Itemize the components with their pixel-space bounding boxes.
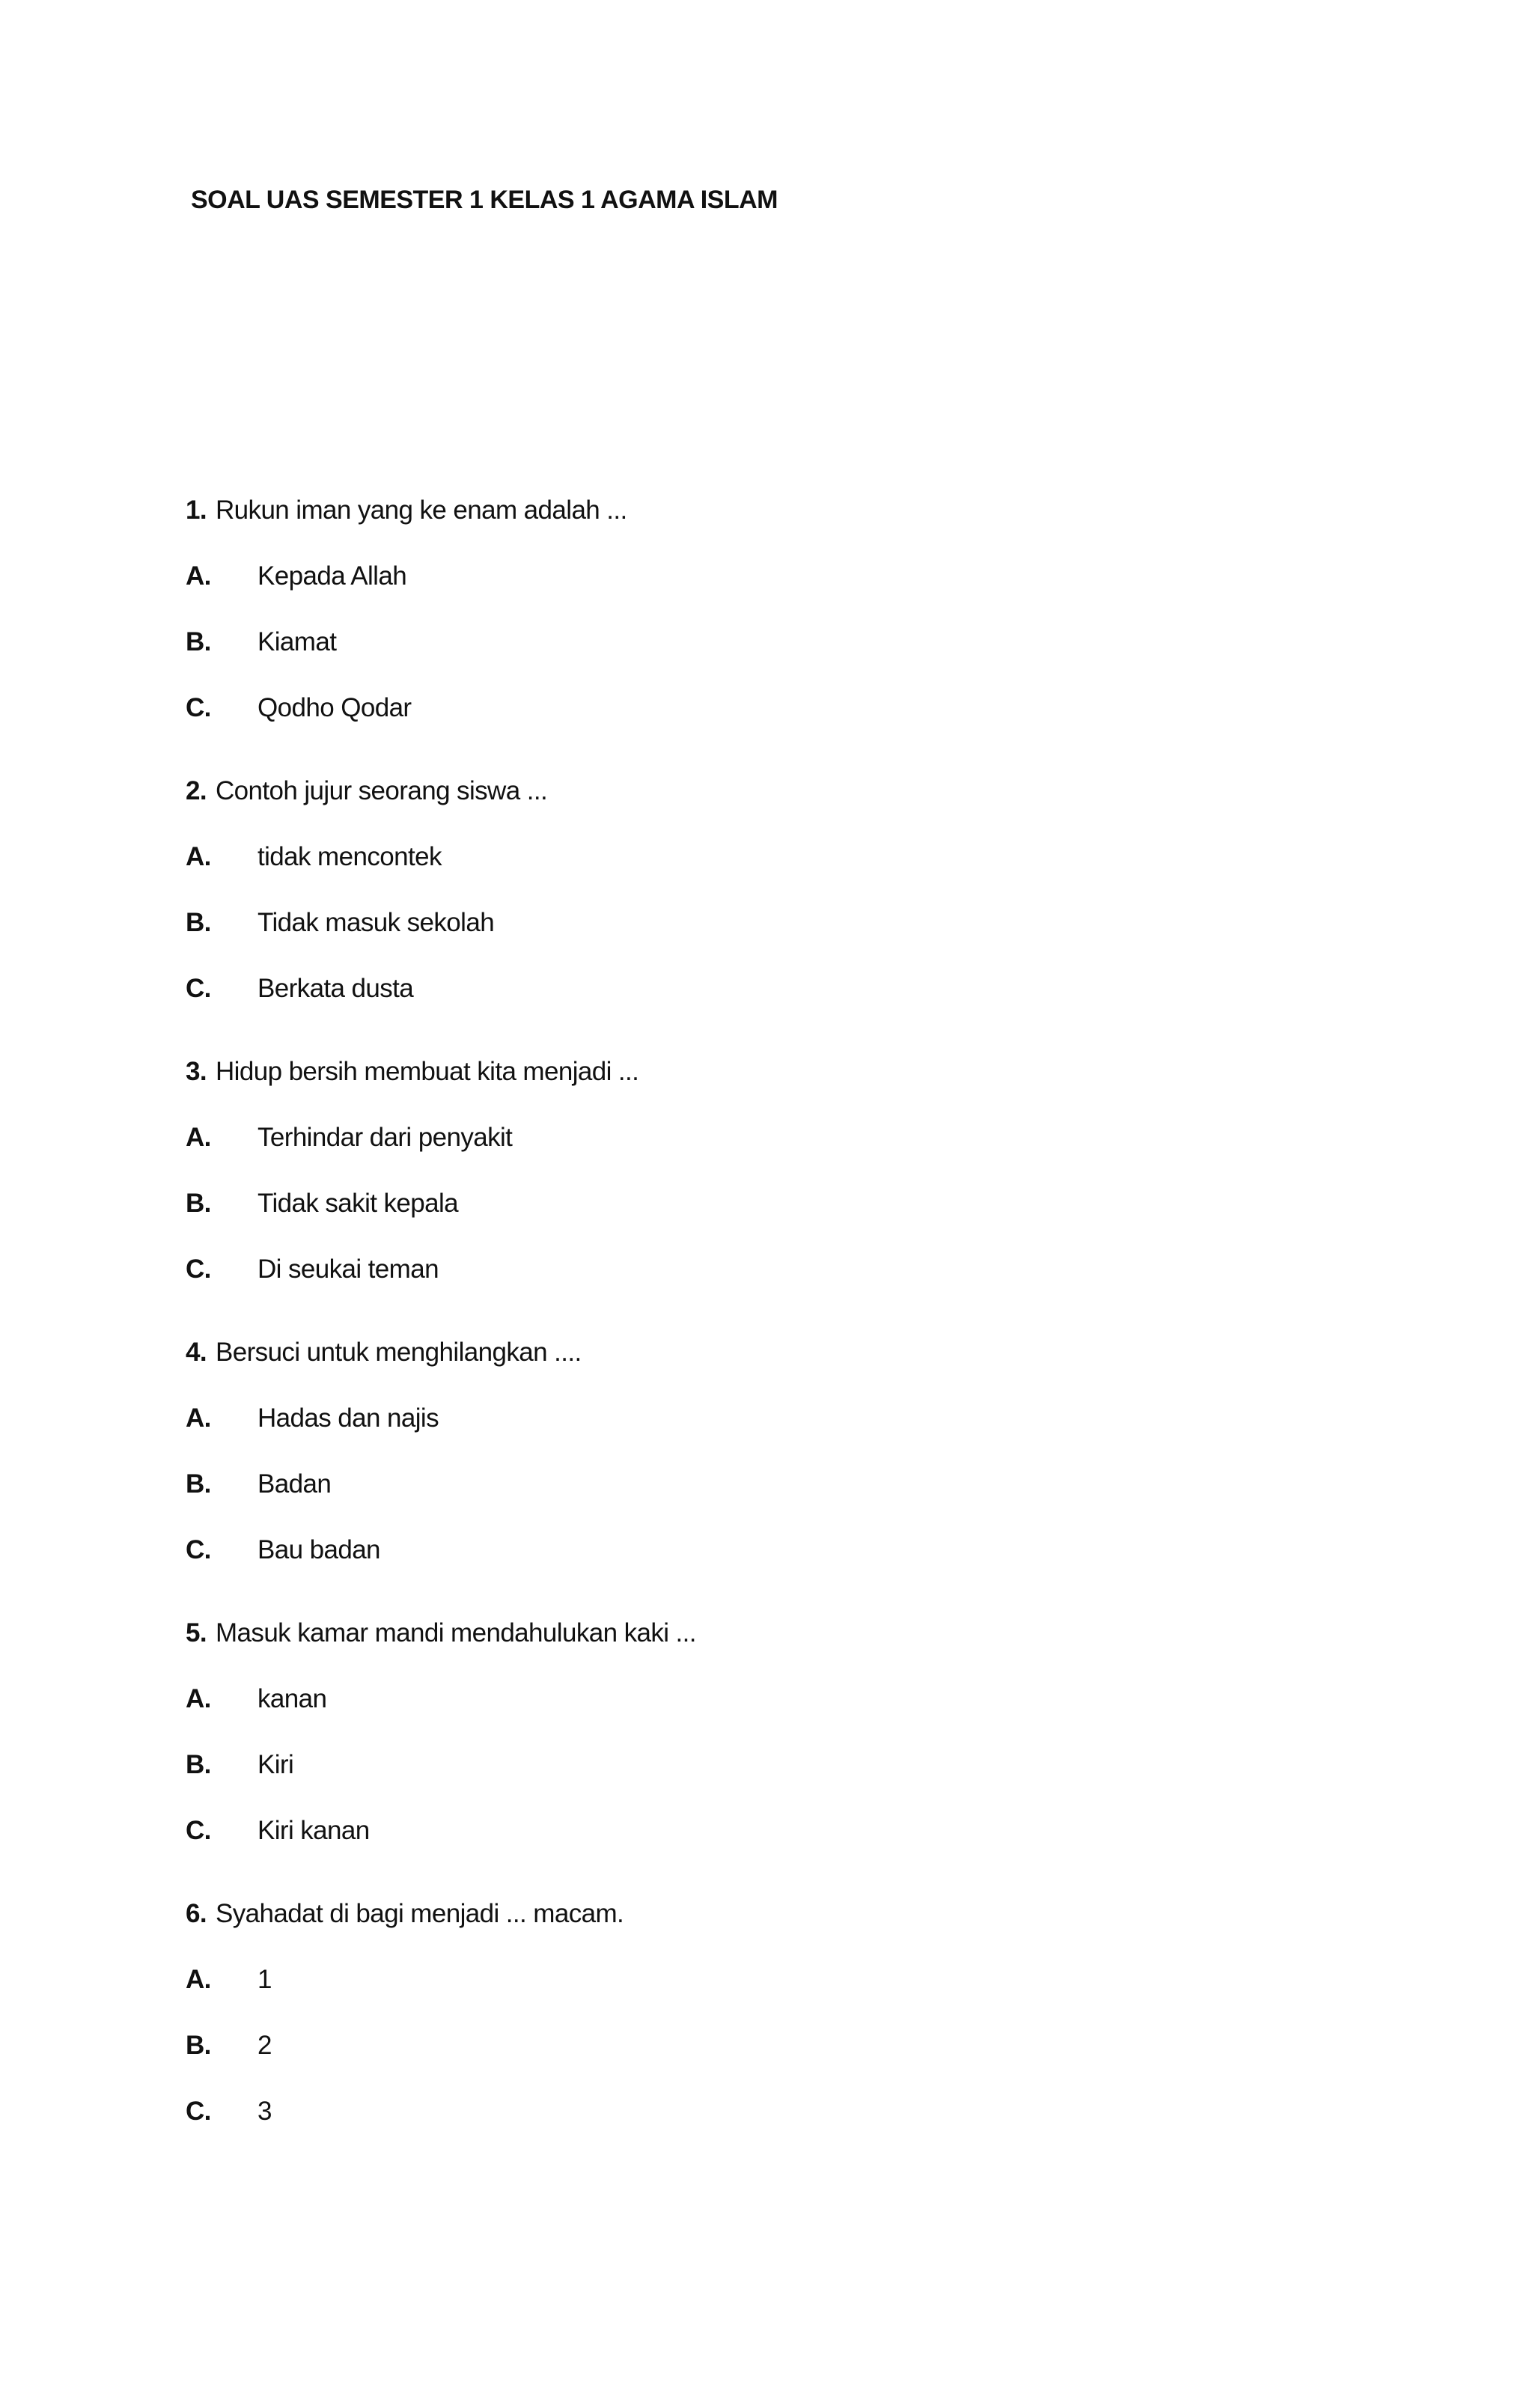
option-letter: C. [186, 1255, 211, 1284]
option-text: tidak mencontek [257, 842, 442, 871]
question-2 [186, 775, 1458, 1038]
option-letter: C. [186, 693, 211, 722]
option-text: Kiamat [257, 627, 337, 656]
option-letter: B. [186, 2031, 211, 2060]
question-line [186, 1055, 1458, 1121]
option-text: kanan [257, 1684, 327, 1713]
question-5 [186, 1617, 1458, 1880]
option-letter: B. [186, 908, 211, 937]
option-text: 1 [257, 1965, 272, 1994]
question-number: 6. [186, 1899, 207, 1928]
option-c [186, 972, 1458, 1038]
option-text: Terhindar dari penyakit [257, 1123, 513, 1152]
option-c [186, 1253, 1458, 1319]
question-3 [186, 1055, 1458, 1319]
option-letter: B. [186, 1189, 211, 1218]
option-text: Di seukai teman [257, 1255, 439, 1284]
option-letter: B. [186, 1469, 211, 1499]
question-line [186, 494, 1458, 560]
question-line [186, 1617, 1458, 1683]
question-number: 4. [186, 1338, 207, 1367]
option-a [186, 1402, 1458, 1468]
option-letter: C. [186, 974, 211, 1003]
option-letter: B. [186, 627, 211, 656]
option-text: Berkata dusta [257, 974, 414, 1003]
question-number: 5. [186, 1618, 207, 1648]
option-text: Tidak masuk sekolah [257, 908, 495, 937]
question-line [186, 775, 1458, 841]
option-letter: A. [186, 561, 211, 591]
option-text: Tidak sakit kepala [257, 1189, 459, 1218]
option-b [186, 1749, 1458, 1814]
option-text: Kiri [257, 1750, 294, 1779]
option-a [186, 1683, 1458, 1749]
option-letter: A. [186, 1684, 211, 1713]
question-6 [186, 1898, 1458, 2161]
question-number: 1. [186, 496, 207, 525]
option-b [186, 2029, 1458, 2095]
question-list [186, 494, 1458, 2178]
option-b [186, 1468, 1458, 1534]
option-text: Bau badan [257, 1535, 380, 1564]
option-letter: B. [186, 1750, 211, 1779]
option-text: Badan [257, 1469, 332, 1499]
question-number: 3. [186, 1057, 207, 1086]
option-text: 2 [257, 2031, 272, 2060]
option-text: Kepada Allah [257, 561, 407, 591]
question-4 [186, 1336, 1458, 1600]
option-b [186, 626, 1458, 692]
question-text: Contoh jujur seorang siswa ... [216, 776, 548, 805]
option-b [186, 906, 1458, 972]
option-c [186, 2095, 1458, 2161]
option-a [186, 1963, 1458, 2029]
option-b [186, 1187, 1458, 1253]
option-letter: A. [186, 1403, 211, 1433]
option-letter: A. [186, 1965, 211, 1994]
option-c [186, 692, 1458, 758]
option-text: 3 [257, 2097, 272, 2126]
option-letter: A. [186, 842, 211, 871]
option-letter: C. [186, 1535, 211, 1564]
option-text: Hadas dan najis [257, 1403, 439, 1433]
option-text: Qodho Qodar [257, 693, 412, 722]
option-a [186, 841, 1458, 906]
option-letter: C. [186, 1816, 211, 1845]
question-text: Rukun iman yang ke enam adalah ... [216, 496, 627, 525]
question-text: Bersuci untuk menghilangkan .... [216, 1338, 582, 1367]
page-title: SOAL UAS SEMESTER 1 KELAS 1 AGAMA ISLAM [191, 186, 778, 214]
question-line [186, 1336, 1458, 1402]
option-a [186, 1121, 1458, 1187]
option-letter: C. [186, 2097, 211, 2126]
question-line [186, 1898, 1458, 1963]
option-c [186, 1534, 1458, 1600]
option-text: Kiri kanan [257, 1816, 370, 1845]
option-a [186, 560, 1458, 626]
question-1 [186, 494, 1458, 758]
question-text: Hidup bersih membuat kita menjadi ... [216, 1057, 639, 1086]
option-c [186, 1814, 1458, 1880]
question-text: Syahadat di bagi menjadi ... macam. [216, 1899, 624, 1928]
option-letter: A. [186, 1123, 211, 1152]
question-text: Masuk kamar mandi mendahulukan kaki ... [216, 1618, 696, 1648]
question-number: 2. [186, 776, 207, 805]
